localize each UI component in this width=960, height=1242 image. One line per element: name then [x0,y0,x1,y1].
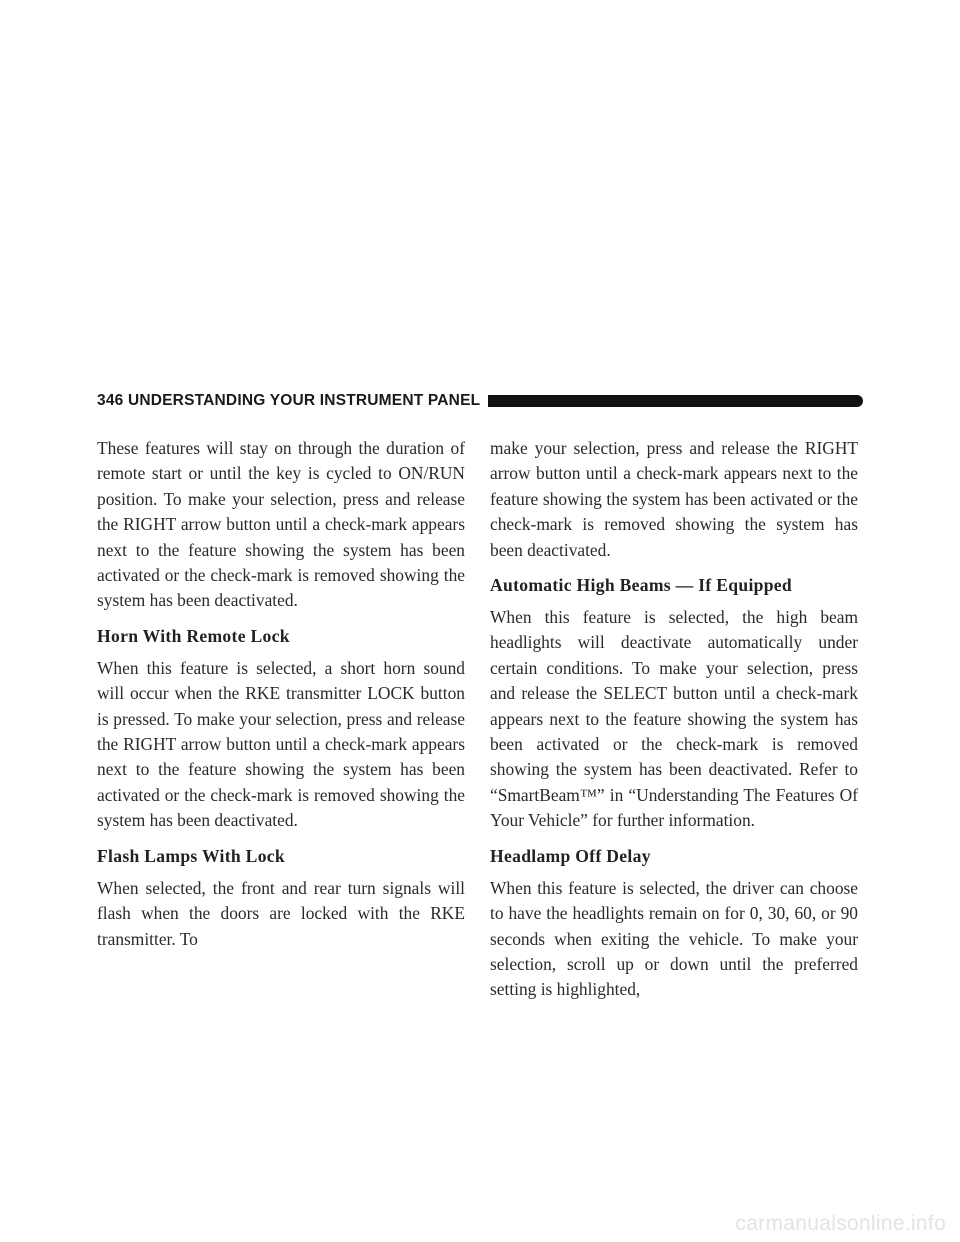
flash-heading: Flash Lamps With Lock [97,845,285,866]
flash-continued-paragraph: make your selection, press and release the RIGHT arrow button until a check-mark appears next to the feature showing the system has been activated or the check-mark is removed showing the system has been deactivated. [490,438,858,560]
header-rule [488,395,863,407]
highbeam-heading: Automatic High Beams — If Equipped [490,575,792,596]
intro-paragraph: These features will stay on through the duration of remote start or until the key is cycled to ON/RUN position. To make your selection, press and release the RIGHT arrow button until a check-mark appears next to the feature showing the system has been activated or the check-mark is removed showing the system has been deactivated. [97,438,465,611]
left-column [97,436,465,962]
horn-heading: Horn With Remote Lock [97,625,290,646]
headlamp-heading: Headlamp Off Delay [490,845,651,866]
flash-paragraph: When selected, the front and rear turn signals will flash when the doors are locked with the RKE transmitter. To [97,877,465,949]
headlamp-paragraph: When this feature is selected, the driver can choose to have the headlights remain on for 0, 30, 60, or 90 seconds when exiting the vehicle. To make your selection, scroll up or down until the preferred setting is highlighted, [490,877,858,1000]
right-column [490,436,858,1013]
highbeam-paragraph: When this feature is selected, the high beam headlights will deactivate automatically under certain conditions. To make your selection, press and release the SELECT button until a check-mark appears next to the feature showing the system has been activated or the check-mark is removed showing the system has been deactivated. Refer to “SmartBeam™” in “Understanding The Features Of Your Vehicle” for further information. [490,607,858,831]
horn-paragraph: When this feature is selected, a short horn sound will occur when the RKE transmitter LOCK button is pressed. To make your selection, press and release the RIGHT arrow button until a check-mark appears next to the feature showing the system has been activated or the check-mark is removed showing the system has been deactivated. [97,657,465,831]
watermark-text: carmanualsonline.info [735,1212,946,1235]
header-title: 346 UNDERSTANDING YOUR INSTRUMENT PANEL [97,392,481,409]
page-header [97,388,863,414]
